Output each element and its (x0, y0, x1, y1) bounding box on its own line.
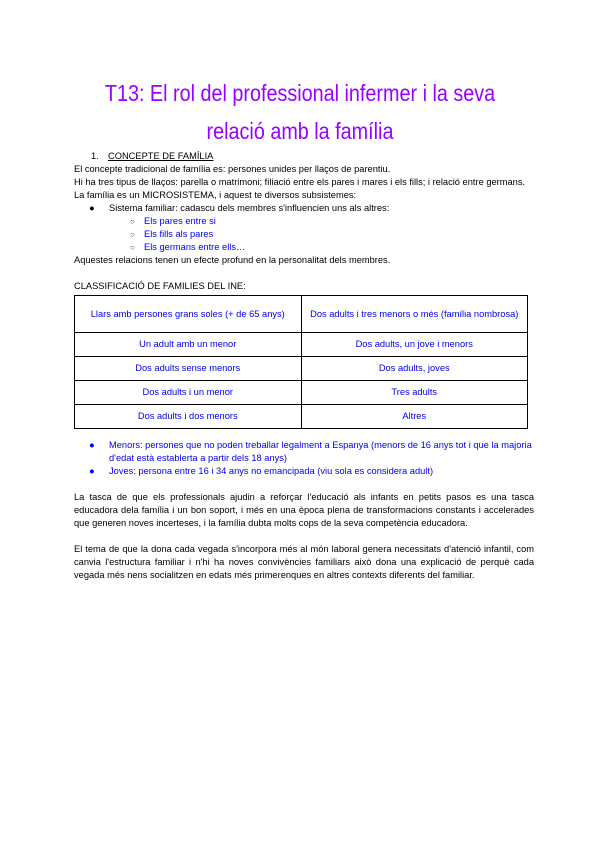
section-title: CONCEPTE DE FAMÍLIA (108, 151, 214, 161)
table-cell: Dos adults i tres menors o més (família nombrosa) (301, 296, 528, 333)
bullet-icon: ● (89, 440, 95, 450)
list-item (74, 465, 534, 478)
section-heading (74, 150, 534, 163)
text-line: Aquestes relacions tenen un efecte profund en la personalitat dels membres. (74, 255, 391, 265)
page-title: T13: El rol del professional infermer i la seva relació amb la família (104, 80, 496, 144)
list-item-text: Sistema familiar: cadascu dels membres s'influencien uns als altres: (109, 203, 390, 213)
list-item-text: Joves: persona entre 16 i 34 anys no emancipada (viu sola es considera adult) (109, 466, 434, 476)
table-cell: Tres adults (301, 381, 528, 405)
table-row (75, 381, 528, 405)
table-row (75, 296, 528, 333)
table-cell: Llars amb persones grans soles (+ de 65 anys) (75, 296, 302, 333)
circle-bullet-icon: ○ (130, 243, 135, 252)
families-table (74, 295, 528, 429)
sub-list-item (74, 215, 534, 228)
section-number: 1. (91, 151, 99, 161)
sub-list-item (74, 241, 534, 254)
sub-list-item-text: Els fills als pares (144, 229, 214, 239)
definitions-list (74, 439, 534, 478)
table-heading: CLASSIFICACIÓ DE FAMILIES DEL INE: (74, 281, 246, 291)
table-cell: Dos adults, joves (301, 357, 528, 381)
paragraph: La tasca de que els professionals ajudin a reforçar l'educació als infants en petits pasos es una tasca educadora dela família i un bon soport, i més en una època plena de transformacions constants i accelerades que generen noves incerteses, i la família dubta molts cops de la seva competència educadora. (74, 492, 534, 528)
text-line: El concepte tradicional de família es: persones unides per llaços de parentiu. (74, 164, 391, 174)
list-item (74, 202, 534, 215)
table-cell: Altres (301, 405, 528, 429)
bullet-icon: ● (89, 203, 95, 213)
text-line: La família es un MICROSISTEMA, i aquest te diversos subsistemes: (74, 190, 357, 200)
table-cell: Un adult amb un menor (75, 333, 302, 357)
circle-bullet-icon: ○ (130, 230, 135, 239)
table-row (75, 405, 528, 429)
table-row (75, 333, 528, 357)
list-item (74, 439, 534, 465)
text-line: Hi ha tres tipus de llaços: parella o matrimoni; filiació entre els pares i mares i els fills; i relació entre germans. (74, 177, 526, 187)
circle-bullet-icon: ○ (130, 217, 135, 226)
paragraph: El tema de que la dona cada vegada s'incorpora més al món laboral genera necessitats d'atenció infantil, com canvia l'estructura familiar i n'hi ha noves convivències familiars això dona una explicació de perquè cada vegada més nens socialitzen en edats més primerenques en altres contexts diferents del familiar. (74, 544, 534, 580)
table-row (75, 357, 528, 381)
table-cell: Dos adults i un menor (75, 381, 302, 405)
sub-list-item-text: Els germans entre ells… (144, 242, 246, 252)
list-item-text: Menors: persones que no poden treballar legalment a Espanya (menors de 16 anys tot i que la majoria d'edat està establerta a partir dels 18 anys) (109, 440, 532, 463)
table-cell: Dos adults i dos menors (75, 405, 302, 429)
table-cell: Dos adults sense menors (75, 357, 302, 381)
table-cell: Dos adults, un jove i menors (301, 333, 528, 357)
bullet-icon: ● (89, 466, 95, 476)
sub-list-item-text: Els pares entre si (144, 216, 216, 226)
document-body (74, 150, 534, 582)
sub-list-item (74, 228, 534, 241)
